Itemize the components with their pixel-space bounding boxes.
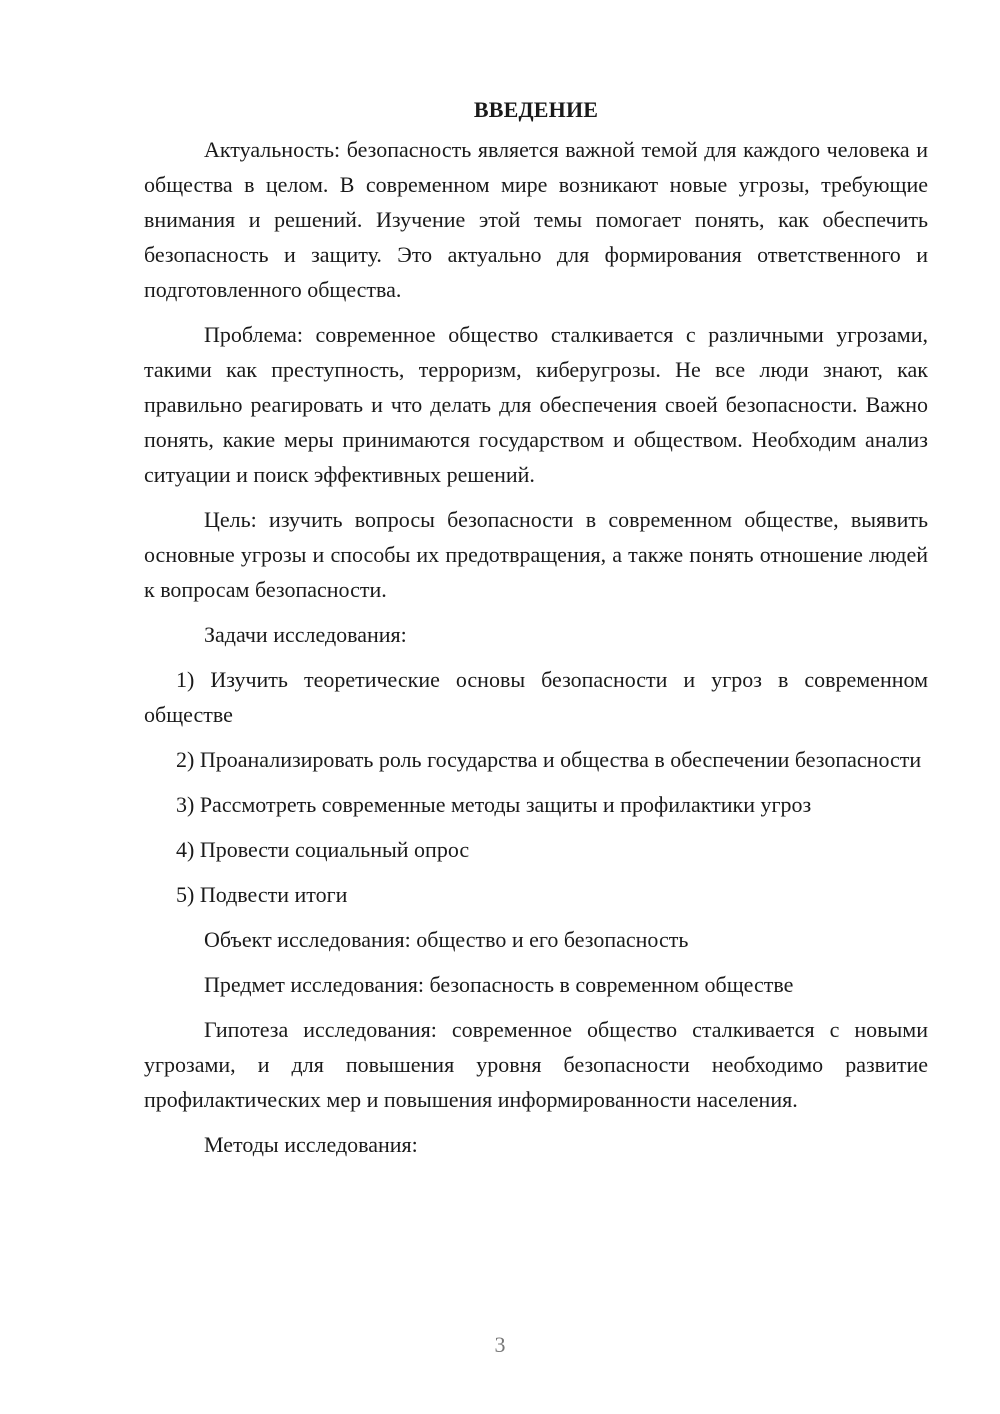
research-subject: Предмет исследования: безопасность в современном обществе [204, 972, 794, 997]
task-item-5: 5) Подвести итоги [176, 882, 348, 907]
relevance-paragraph: Актуальность: безопасность является важной темой для каждого человека и общества в целом. В современном мире возникают новые угрозы, требующие внимания и решений. Изучение этой темы помогает понять, как обеспечить безопасность и защиту. Это актуально для формирования ответственного и подготовленного общества. [144, 137, 928, 302]
research-hypothesis: Гипотеза исследования: современное общество сталкивается с новыми угрозами, и для повышения уровня безопасности необходимо развитие профилактических мер и повышения информированности населения. [144, 1017, 928, 1112]
task-item-3: 3) Рассмотреть современные методы защиты и профилактики угроз [176, 792, 812, 817]
page-content [144, 92, 928, 1172]
problem-paragraph: Проблема: современное общество сталкивается с различными угрозами, такими как преступность, терроризм, киберугрозы. Не все люди знают, как правильно реагировать и что делать для обеспечения своей безопасности. Важно понять, какие меры принимаются государством и обществом. Необходим анализ ситуации и поиск эффективных решений. [144, 322, 928, 487]
page-title: ВВЕДЕНИЕ [473, 97, 599, 122]
page-number: 3 [494, 1332, 506, 1357]
task-item-1: 1) Изучить теоретические основы безопасности и угроз в современном обществе [144, 667, 928, 727]
goal-paragraph: Цель: изучить вопросы безопасности в современном обществе, выявить основные угрозы и способы их предотвращения, а также понять отношение людей к вопросам безопасности. [144, 507, 928, 602]
tasks-heading: Задачи исследования: [204, 622, 407, 647]
research-object: Объект исследования: общество и его безопасность [204, 927, 689, 952]
task-item-4: 4) Провести социальный опрос [176, 837, 470, 862]
task-item-2: 2) Проанализировать роль государства и общества в обеспечении безопасности [176, 747, 922, 772]
research-methods-heading: Методы исследования: [204, 1132, 418, 1157]
